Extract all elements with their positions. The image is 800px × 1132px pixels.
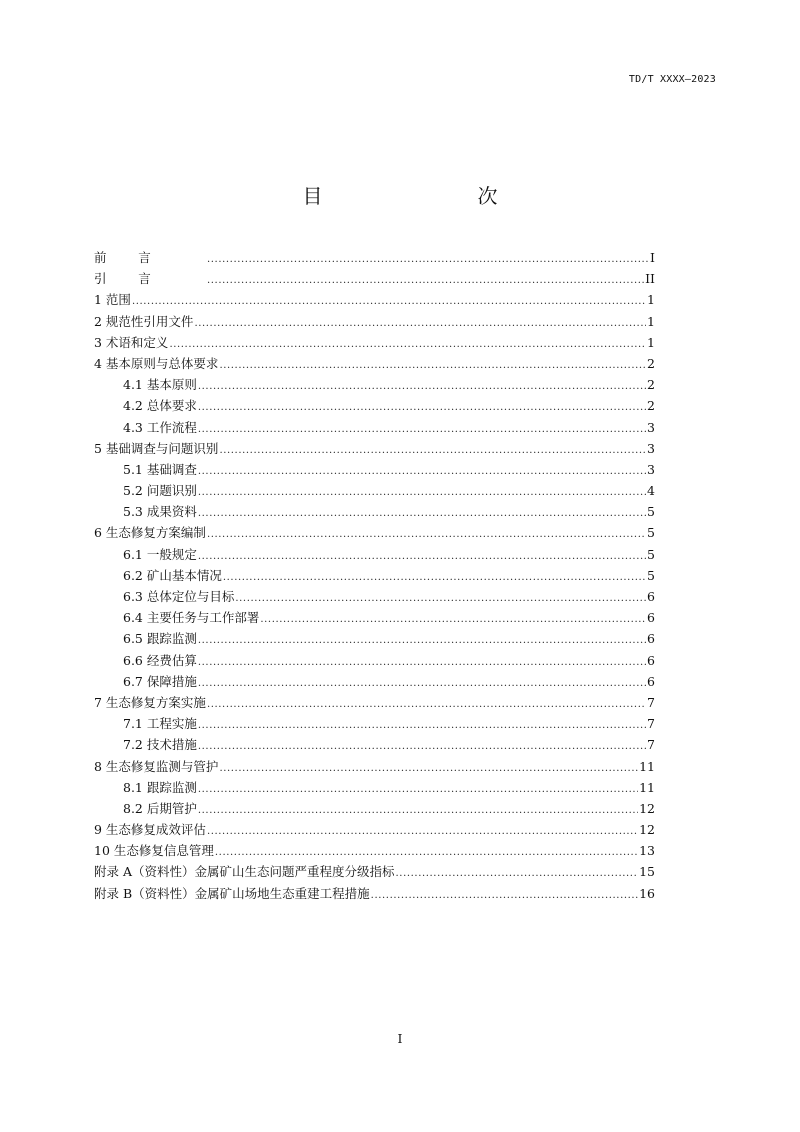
toc-subsection-entry[interactable]	[94, 628, 655, 649]
toc-entry-label: 3 术语和定义	[94, 334, 169, 350]
toc-entry-page: 1	[647, 313, 655, 329]
toc-section-entry[interactable]	[94, 268, 655, 289]
toc-entry-page: 1	[647, 292, 655, 308]
toc-dot-leader	[371, 885, 638, 906]
toc-entry-label: 4.2 总体要求	[123, 398, 197, 414]
toc-entry-label: 7.2 技术措施	[123, 737, 197, 753]
toc-entry-page: 2	[647, 355, 655, 371]
toc-dot-leader	[219, 758, 638, 779]
toc-entry-page: 5	[647, 567, 655, 583]
toc-entry-label: 6 生态修复方案编制	[94, 525, 206, 541]
toc-subsection-entry[interactable]	[94, 544, 655, 565]
toc-section-entry[interactable]	[94, 438, 655, 459]
toc-entry-label: 6.3 总体定位与目标	[123, 589, 235, 604]
toc-entry-page: 16	[639, 885, 655, 901]
toc-dot-leader	[198, 715, 646, 736]
toc-entry-page: 13	[639, 843, 655, 859]
toc-entry-label: 5.2 问题识别	[123, 483, 197, 499]
toc-dot-leader	[198, 376, 646, 397]
toc-entry-page: 15	[639, 864, 655, 880]
toc-entry-label: 4 基本原则与总体要求	[94, 355, 219, 371]
toc-subsection-entry[interactable]	[94, 459, 655, 480]
toc-dot-leader	[198, 503, 646, 524]
toc-entry-label: 7 生态修复方案实施	[94, 694, 206, 710]
toc-entry-label: 附录 B（资料性）金属矿山场地生态重建工程措施	[94, 885, 370, 901]
toc-dot-leader	[223, 567, 646, 588]
table-of-contents	[94, 247, 655, 904]
toc-subsection-entry[interactable]	[94, 501, 655, 522]
toc-entry-label: 4.3 工作流程	[123, 419, 197, 435]
toc-dot-leader	[207, 524, 646, 545]
toc-entry-page: 11	[639, 758, 655, 774]
toc-entry-label: 6.2 矿山基本情况	[123, 567, 222, 583]
toc-section-entry[interactable]	[94, 883, 655, 904]
toc-section-entry[interactable]	[94, 692, 655, 713]
toc-entry-label: 8.1 跟踪监测	[123, 779, 197, 795]
toc-entry-label: 5 基础调查与问题识别	[94, 440, 219, 456]
toc-dot-leader	[207, 270, 644, 291]
toc-subsection-entry[interactable]	[94, 671, 655, 692]
toc-dot-leader	[198, 397, 646, 418]
toc-subsection-entry[interactable]	[94, 417, 655, 438]
toc-entry-label: 8 生态修复监测与管护	[94, 758, 219, 774]
toc-subsection-entry[interactable]	[94, 650, 655, 671]
toc-dot-leader	[198, 546, 646, 567]
toc-entry-label: 4.1 基本原则	[123, 377, 197, 393]
toc-entry-page: 5	[647, 504, 655, 520]
page-number: I	[397, 1031, 403, 1046]
toc-dot-leader	[169, 334, 646, 355]
toc-dot-leader	[198, 630, 646, 651]
toc-dot-leader	[396, 863, 639, 884]
toc-entry-page: 3	[647, 461, 655, 477]
toc-entry-page: 7	[647, 694, 655, 710]
toc-entry-page: 1	[647, 334, 655, 350]
toc-subsection-entry[interactable]	[94, 607, 655, 628]
toc-entry-page: 5	[647, 546, 655, 562]
toc-entry-page: 4	[647, 483, 655, 499]
toc-dot-leader	[194, 313, 646, 334]
toc-section-entry[interactable]	[94, 756, 655, 777]
toc-entry-label: 附录 A（资料性）金属矿山生态问题严重程度分级指标	[94, 864, 395, 880]
toc-entry-label: 5.3 成果资料	[123, 504, 197, 520]
toc-entry-label: 6.5 跟踪监测	[123, 631, 197, 647]
toc-entry-label: 6.1 一般规定	[123, 546, 197, 562]
toc-dot-leader	[235, 588, 646, 609]
toc-dot-leader	[198, 800, 638, 821]
toc-dot-leader	[207, 694, 646, 715]
toc-subsection-entry[interactable]	[94, 798, 655, 819]
toc-section-entry[interactable]	[94, 289, 655, 310]
toc-entry-label: 6.4 主要任务与工作部署	[123, 610, 260, 626]
toc-dot-leader	[198, 419, 646, 440]
toc-dot-leader	[215, 842, 638, 863]
toc-entry-page: 7	[647, 716, 655, 732]
toc-entry-label: 6.7 保障措施	[123, 673, 197, 689]
toc-entry-label: 2 规范性引用文件	[94, 313, 194, 329]
toc-entry-page: 6	[647, 631, 655, 647]
toc-section-entry[interactable]	[94, 247, 655, 268]
toc-dot-leader	[260, 609, 646, 630]
toc-section-entry[interactable]	[94, 819, 655, 840]
toc-title: 目 次	[302, 184, 532, 208]
toc-entry-label: 前 言	[94, 250, 151, 265]
toc-entry-page: 12	[639, 800, 655, 816]
toc-entry-page: 2	[647, 398, 655, 414]
toc-entry-page: 6	[647, 673, 655, 689]
toc-subsection-entry[interactable]	[94, 734, 655, 755]
toc-entry-label: 1 范围	[94, 292, 131, 308]
toc-subsection-entry[interactable]	[94, 480, 655, 501]
toc-entry-page: II	[645, 271, 655, 287]
toc-subsection-entry[interactable]	[94, 777, 655, 798]
toc-entry-page: 2	[647, 377, 655, 393]
toc-entry-page: 3	[647, 419, 655, 435]
toc-dot-leader	[198, 461, 646, 482]
toc-dot-leader	[207, 821, 638, 842]
toc-entry-page: 6	[647, 610, 655, 626]
toc-dot-leader	[219, 440, 646, 461]
toc-dot-leader	[219, 355, 646, 376]
toc-subsection-entry[interactable]	[94, 395, 655, 416]
toc-dot-leader	[207, 249, 649, 270]
toc-entry-label: 6.6 经费估算	[123, 652, 197, 668]
toc-dot-leader	[132, 291, 646, 312]
toc-entry-label: 9 生态修复成效评估	[94, 822, 206, 838]
toc-entry-page: 3	[647, 440, 655, 456]
toc-dot-leader	[198, 779, 638, 800]
toc-section-entry[interactable]	[94, 522, 655, 543]
toc-subsection-entry[interactable]	[94, 374, 655, 395]
toc-entry-label: 7.1 工程实施	[123, 716, 197, 732]
document-code: TD/T XXXX—2023	[628, 74, 716, 85]
toc-subsection-entry[interactable]	[94, 713, 655, 734]
toc-entry-page: 6	[647, 652, 655, 668]
toc-section-entry[interactable]	[94, 353, 655, 374]
toc-entry-label: 5.1 基础调查	[123, 461, 197, 477]
toc-section-entry[interactable]	[94, 861, 655, 882]
toc-entry-label: 10 生态修复信息管理	[94, 843, 214, 859]
toc-subsection-entry[interactable]	[94, 586, 655, 607]
toc-subsection-entry[interactable]	[94, 565, 655, 586]
toc-entry-page: 5	[647, 525, 655, 541]
toc-entry-page: 7	[647, 737, 655, 753]
toc-entry-page: I	[650, 250, 655, 265]
toc-section-entry[interactable]	[94, 332, 655, 353]
toc-section-entry[interactable]	[94, 840, 655, 861]
toc-entry-page: 11	[639, 779, 655, 795]
toc-dot-leader	[198, 482, 646, 503]
toc-dot-leader	[198, 652, 646, 673]
toc-dot-leader	[198, 736, 646, 757]
toc-entry-page: 6	[647, 589, 655, 604]
toc-section-entry[interactable]	[94, 311, 655, 332]
toc-entry-page: 12	[639, 822, 655, 838]
toc-entry-label: 引 言	[94, 271, 151, 287]
toc-dot-leader	[198, 673, 646, 694]
toc-entry-label: 8.2 后期管护	[123, 800, 197, 816]
